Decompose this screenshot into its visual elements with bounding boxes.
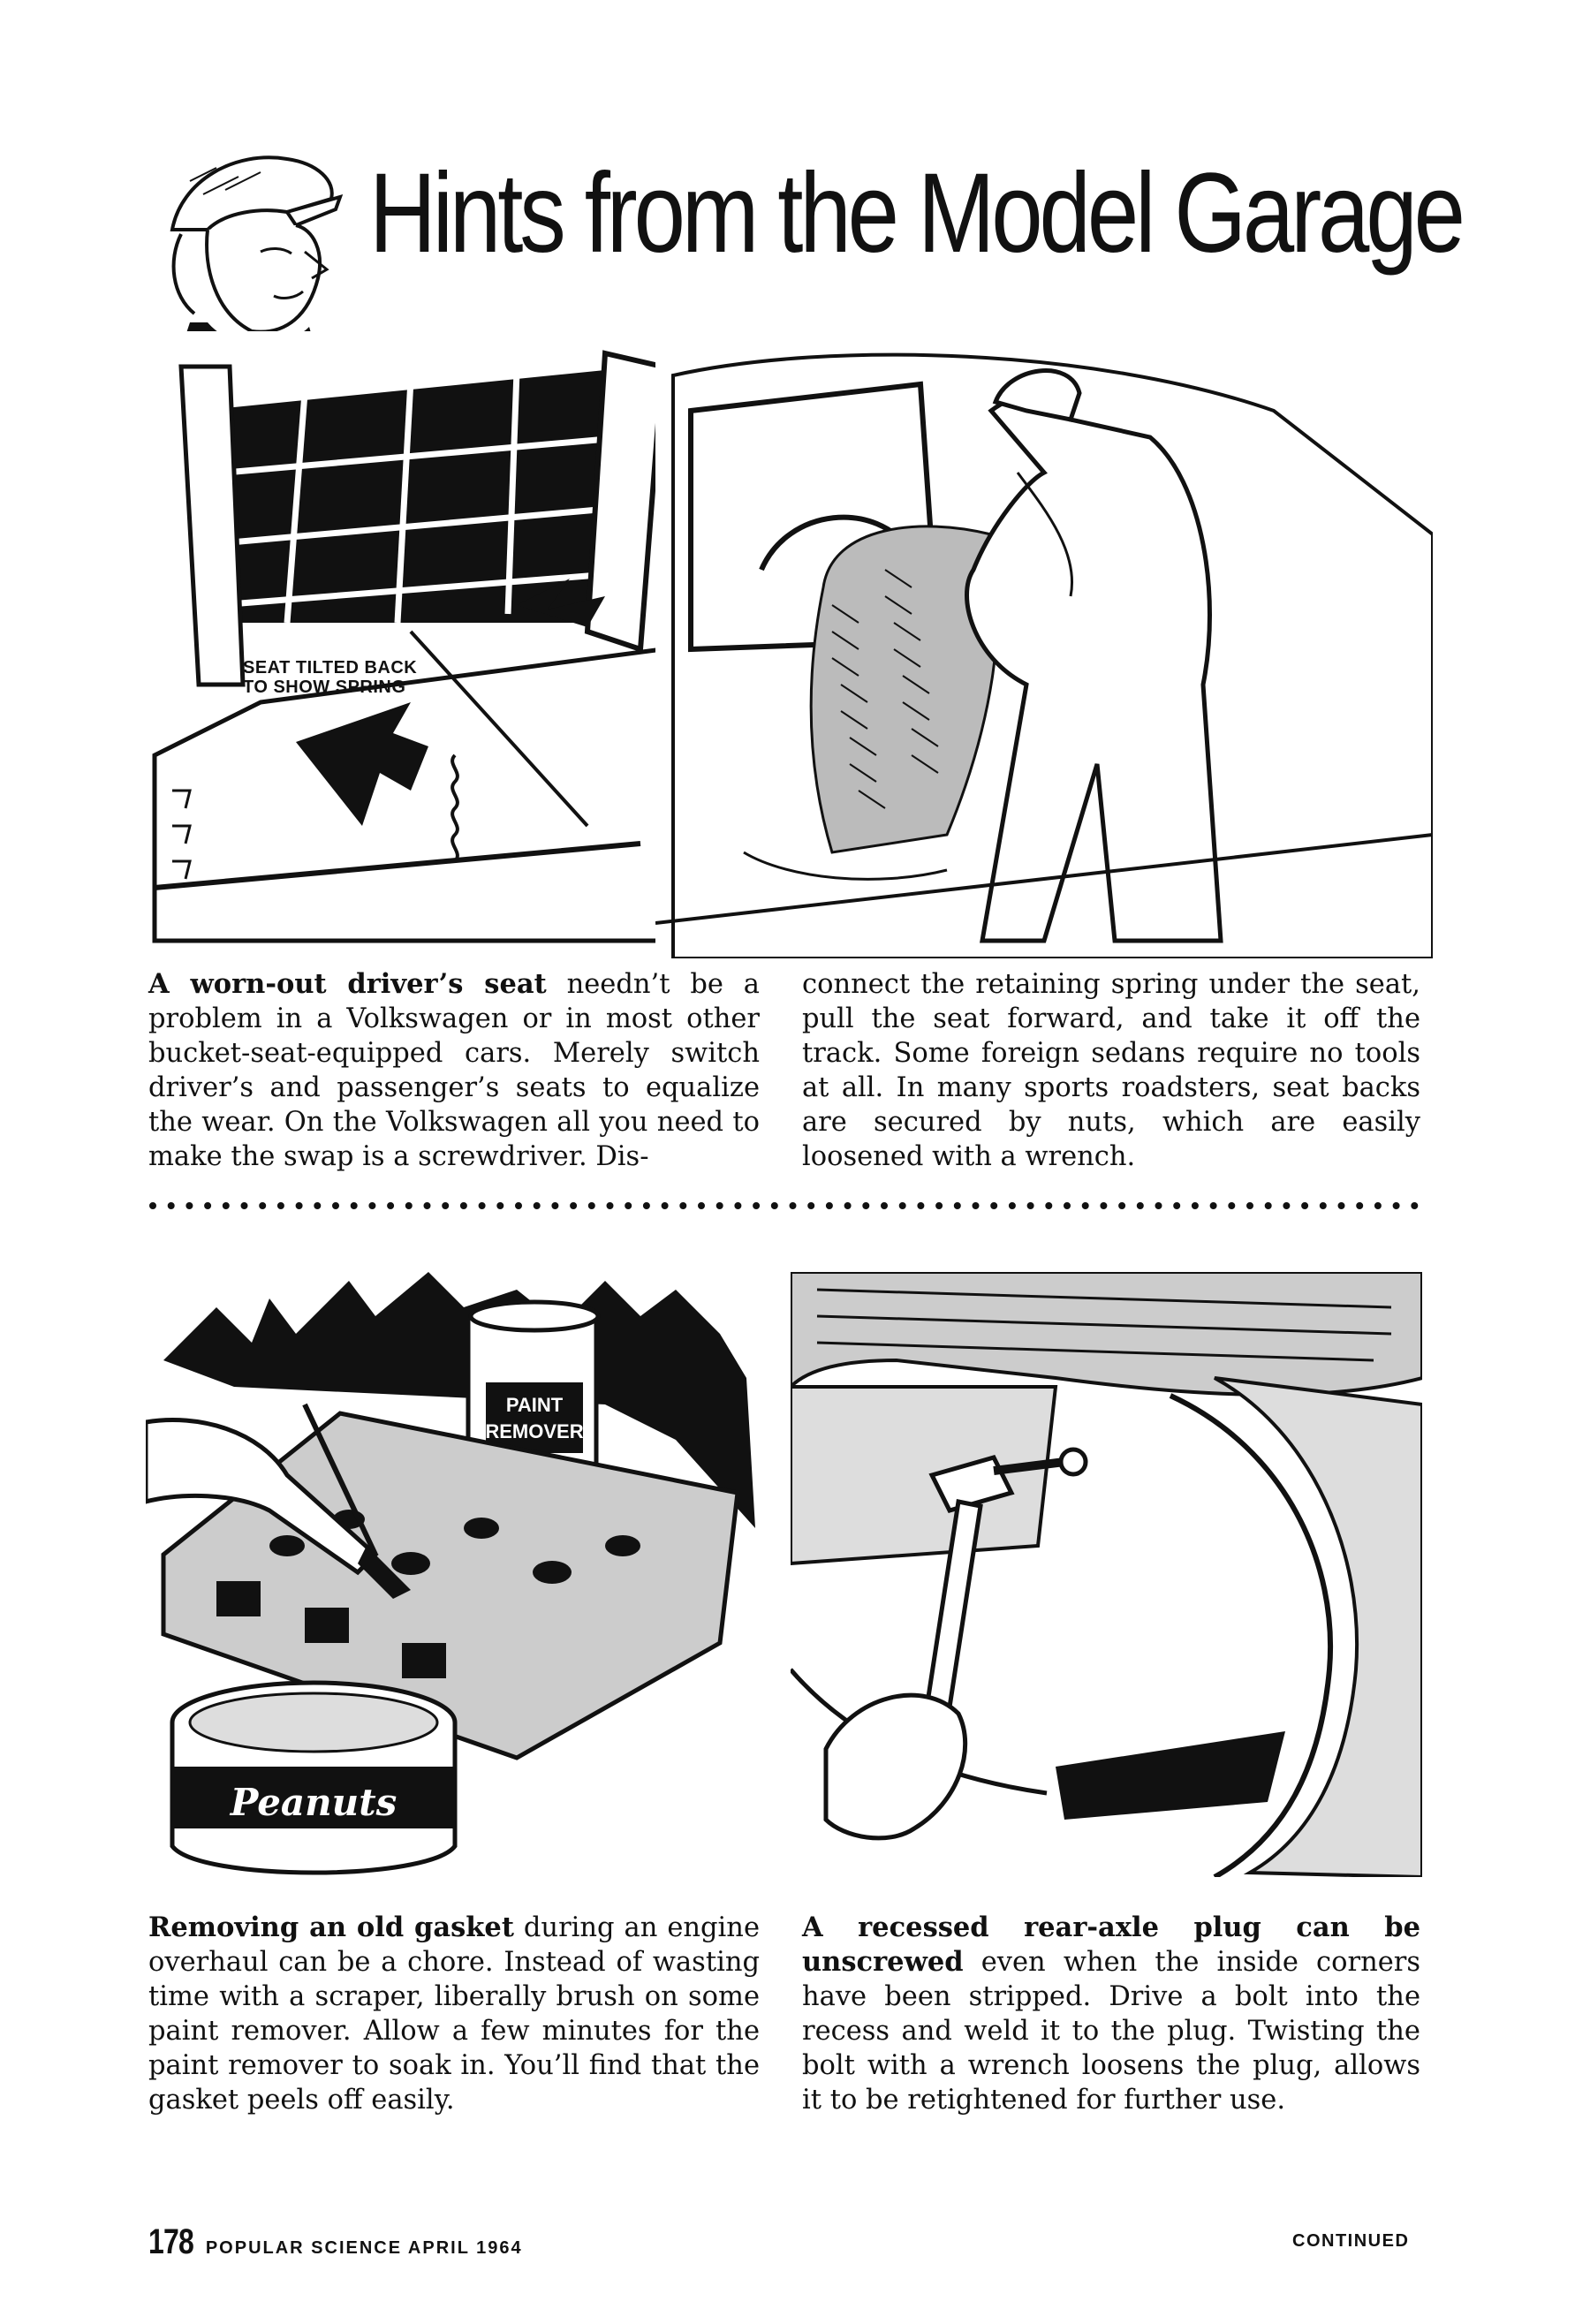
seat-label-line2: TO SHOW SPRING xyxy=(243,678,406,697)
rear-axle-plug-illustration xyxy=(791,1272,1422,1877)
seat-label-line1: SEAT TILTED BACK xyxy=(243,658,418,678)
footer-left xyxy=(148,2222,523,2262)
magazine-info: POPULAR SCIENCE APRIL 1964 xyxy=(205,2238,523,2258)
seat-spring-illustration xyxy=(146,331,667,954)
can-label-line2: REMOVER xyxy=(485,1420,584,1442)
article-gasket xyxy=(148,1911,760,2117)
seat-removal-illustration xyxy=(655,305,1433,958)
article-gasket-lead: Removing an old gasket xyxy=(148,1911,514,1943)
can-label-line1: PAINT xyxy=(505,1394,564,1416)
article-axle xyxy=(802,1911,1420,2117)
article-seat-lead: A worn-out driver’s seat xyxy=(148,968,547,1000)
page-number: 178 xyxy=(148,2222,193,2261)
tin-label: Peanuts xyxy=(230,1781,398,1824)
article-gasket-body: during an engine overhaul can be a chore. Instead of wasting time with a scraper, liberally brush on some paint remover. Allow a few minutes for the paint remover to soak in. You’ll find that the gasket peels off easily. xyxy=(148,1912,760,2116)
article-axle-lead: A recessed rear-axle plug can be unscrewed xyxy=(802,1911,1420,1978)
continued-label: CONTINUED xyxy=(1292,2231,1410,2251)
dotted-divider xyxy=(148,1197,1422,1215)
article-axle-body: even when the inside corners have been stripped. Drive a bolt into the recess and weld it to the plug. Twisting the bolt with a wrench loosens the plug, allows it to be retightened for further use. xyxy=(802,1947,1420,2116)
page-title: Hints from the Model Garage xyxy=(369,150,1462,276)
article-seat-column2: connect the retaining spring under the seat, pull the seat forward, and take it off the track. Some foreign sedans require no tools at all. In many sports roadsters, seat backs are secured by nuts, which are easily loosened with a wrench. xyxy=(802,969,1420,1172)
seat-diagram-label xyxy=(243,658,417,697)
article-seat-body1: needn’t be a problem in a Volkswagen or in most other bucket-seat-equipped cars. Merely switch driver’s and passenger’s seats to equalize the wear. On the Volkswagen all you need to make the swap is a screwdriver. Dis- xyxy=(148,969,760,1172)
gasket-removal-illustration xyxy=(146,1263,764,1877)
article-seat-column1 xyxy=(148,967,760,1174)
